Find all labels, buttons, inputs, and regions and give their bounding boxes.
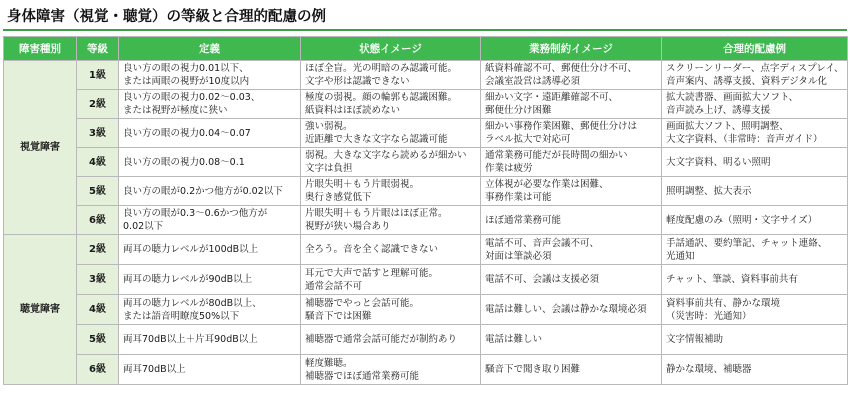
table-row [4, 325, 848, 355]
table-row [4, 148, 848, 177]
accommodation-cell [662, 355, 848, 385]
accommodation-cell [662, 295, 848, 325]
definition-cell [119, 61, 301, 90]
cell-line: 0.02以下 [123, 221, 164, 232]
cell-line: 良い方の眼の視力0.04～0.07 [123, 127, 251, 139]
accommodation-cell [662, 177, 848, 206]
work-cell [481, 295, 662, 325]
accommodation-cell [662, 148, 848, 177]
table-row [4, 355, 848, 385]
cell-line: 騒音下で聞き取り困難 [485, 364, 581, 375]
cell-line: スクリーンリーダー、点字ディスプレイ、 [666, 63, 844, 74]
grade-cell: 6級 [77, 355, 119, 385]
grade-cell: 4級 [77, 295, 119, 325]
work-cell [481, 355, 662, 385]
cell-line: 補聴器で通常会話可能だが制約あり [305, 334, 458, 345]
cell-line: 弱視。大きな文字なら読めるが細かい [305, 150, 467, 161]
cell-line: 照明調整、拡大表示 [666, 185, 752, 197]
work-cell [481, 265, 662, 295]
cell-line: 騒音下では困難 [305, 310, 372, 322]
cell-line: 両耳の聴力レベルが80dB以上、 [123, 297, 262, 309]
cell-line: 手話通訳、要約筆記、チャット連絡、 [666, 237, 828, 249]
grade-cell: 4級 [77, 148, 119, 177]
cell-line: 紙資料確認不可、郵便仕分け不可、 [485, 63, 638, 74]
page-title: 身体障害（視覚・聴覚）の等級と合理的配慮の例 [7, 9, 326, 25]
header-work-constraints: 業務制約イメージ [481, 37, 662, 61]
work-cell [481, 325, 662, 355]
definition-cell [119, 265, 301, 295]
cell-line: 補聴器でやっと会話可能。 [305, 297, 420, 309]
cell-line: ほぼ全盲。光の明暗のみ認識可能。 [305, 63, 458, 74]
table-body [4, 61, 848, 385]
accommodation-cell [662, 61, 848, 90]
header-definition: 定義 [119, 37, 301, 61]
cell-line: 立体視が必要な作業は困難、 [485, 179, 609, 190]
cell-line: 片眼失明＋もう片眼はほぼ正常。 [305, 208, 448, 219]
accommodation-cell [662, 119, 848, 148]
grade-cell: 2級 [77, 90, 119, 119]
grade-cell: 5級 [77, 177, 119, 206]
cell-line: 電話不可、会議は支援必須 [485, 274, 600, 285]
work-cell [481, 61, 662, 90]
cell-line: 電話は難しい、会議は静かな環境必須 [485, 304, 647, 315]
header-state: 状態イメージ [301, 37, 481, 61]
work-cell [481, 206, 662, 235]
cell-line: 会議室設営は誘導必須 [485, 76, 581, 87]
table-row [4, 235, 848, 265]
cell-line: 片眼失明＋もう片眼弱視。 [305, 179, 420, 190]
header-category: 障害種別 [4, 37, 77, 61]
title-area [3, 0, 847, 30]
grade-cell: 1級 [77, 61, 119, 90]
definition-cell [119, 177, 301, 206]
cell-line: ラベル拡大で対応可 [485, 134, 571, 145]
cell-line: 両耳の聴力レベルが100dB以上 [123, 244, 259, 255]
state-cell [301, 206, 481, 235]
definition-cell [119, 90, 301, 119]
work-cell [481, 235, 662, 265]
cell-line: 大文字資料、明るい照明 [666, 156, 771, 168]
cell-line: 両耳の聴力レベルが90dB以上 [123, 274, 253, 285]
cell-line: 拡大読書器、画面拡大ソフト、 [666, 92, 799, 103]
cell-line: 文字情報補助 [666, 334, 724, 345]
cell-line: 郵便仕分け困難 [485, 105, 552, 116]
work-cell [481, 119, 662, 148]
cell-line: 電話不可、音声会議不可、 [485, 237, 600, 249]
state-cell [301, 325, 481, 355]
work-cell [481, 148, 662, 177]
cell-line: 静かな環境、補聴器 [666, 364, 752, 375]
cell-line: 作業は疲労 [485, 163, 533, 174]
cell-line: 良い方の眼の視力0.08～0.1 [123, 156, 245, 168]
accommodation-cell [662, 90, 848, 119]
cell-line: 良い方の眼が0.3～0.6かつ他方が [123, 208, 268, 219]
state-cell [301, 295, 481, 325]
cell-line: （災害時：光通知） [666, 310, 752, 322]
work-cell [481, 90, 662, 119]
title-underline [3, 29, 847, 31]
table-row [4, 295, 848, 325]
header-grade: 等級 [77, 37, 119, 61]
cell-line: チャット、筆談、資料事前共有 [666, 274, 798, 285]
cell-line: 通常会話不可 [305, 280, 363, 292]
cell-line: または視野が極度に狭い [123, 105, 228, 116]
cell-line: 文字や形は認識できない [305, 76, 410, 87]
cell-line: 軽度配慮のみ（照明・文字サイズ） [666, 214, 818, 226]
cell-line: 耳元で大声で話すと理解可能。 [305, 267, 439, 279]
work-cell [481, 177, 662, 206]
cell-line: 音声読み上げ、誘導支援 [666, 105, 771, 116]
cell-line: ほぼ通常業務可能 [485, 214, 562, 226]
table-row [4, 265, 848, 295]
state-cell [301, 90, 481, 119]
state-cell [301, 148, 481, 177]
cell-line: 光通知 [666, 250, 695, 262]
definition-cell [119, 235, 301, 265]
state-cell [301, 265, 481, 295]
definition-cell [119, 206, 301, 235]
cell-line: 近距離で大きな文字なら認識可能 [305, 134, 448, 145]
accommodation-cell [662, 235, 848, 265]
state-cell [301, 119, 481, 148]
definition-cell [119, 148, 301, 177]
cell-line: 良い方の眼の視力0.02～0.03、 [123, 92, 261, 103]
cell-line: 軽度難聴。 [305, 357, 353, 369]
cell-line: 良い方の眼が0.2かつ他方が0.02以下 [123, 185, 283, 197]
cell-line: 大文字資料、（非常時：音声ガイド） [666, 134, 823, 145]
state-cell [301, 177, 481, 206]
cell-line: または語音明瞭度50%以下 [123, 310, 240, 322]
cell-line: 通常業務可能だが長時間の細かい [485, 150, 628, 161]
grade-cell: 3級 [77, 265, 119, 295]
cell-line: 文字は負担 [305, 163, 353, 174]
grade-cell: 5級 [77, 325, 119, 355]
cell-line: 音声案内、誘導支援、資料デジタル化 [666, 76, 827, 87]
cell-line: 奥行き感覚低下 [305, 192, 372, 203]
accommodation-cell [662, 325, 848, 355]
state-cell [301, 61, 481, 90]
cell-line: 対面は筆談必須 [485, 250, 552, 262]
definition-cell [119, 119, 301, 148]
definition-cell [119, 355, 301, 385]
cell-line: 強い弱視。 [305, 121, 353, 132]
table-row [4, 177, 848, 206]
cell-line: 全ろう。音を全く認識できない [305, 244, 439, 255]
cell-line: 画面拡大ソフト、照明調整、 [666, 121, 789, 132]
table-header-row [4, 37, 848, 61]
accommodation-cell [662, 265, 848, 295]
state-cell [301, 235, 481, 265]
cell-line: 事務作業は可能 [485, 192, 552, 203]
cell-line: 紙資料はほぼ読めない [305, 105, 401, 116]
definition-cell [119, 325, 301, 355]
disability-grade-table [3, 36, 848, 385]
category-hearing: 聴覚障害 [4, 235, 77, 385]
header-accommodations: 合理的配慮例 [662, 37, 848, 61]
table-row [4, 90, 848, 119]
cell-line: または両眼の視野が10度以内 [123, 76, 250, 87]
cell-line: 細かい事務作業困難、郵便仕分けは [485, 121, 638, 132]
table-row [4, 119, 848, 148]
grade-cell: 3級 [77, 119, 119, 148]
cell-line: 極度の弱視。顔の輪郭も認識困難。 [305, 92, 458, 103]
definition-cell [119, 295, 301, 325]
cell-line: 電話は難しい [485, 334, 543, 345]
cell-line: 資料事前共有、静かな環境 [666, 297, 781, 309]
state-cell [301, 355, 481, 385]
grade-cell: 2級 [77, 235, 119, 265]
cell-line: 良い方の眼の視力0.01以下、 [123, 63, 249, 74]
cell-line: 両耳70dB以上＋片耳90dB以上 [123, 334, 258, 345]
accommodation-cell [662, 206, 848, 235]
cell-line: 視野が狭い場合あり [305, 221, 391, 232]
table-row [4, 61, 848, 90]
table-row [4, 206, 848, 235]
cell-line: 補聴器でほぼ通常業務可能 [305, 370, 420, 382]
grade-cell: 6級 [77, 206, 119, 235]
cell-line: 細かい文字・遠距離確認不可、 [485, 92, 619, 103]
cell-line: 両耳70dB以上 [123, 364, 186, 375]
category-visual: 視覚障害 [4, 61, 77, 235]
